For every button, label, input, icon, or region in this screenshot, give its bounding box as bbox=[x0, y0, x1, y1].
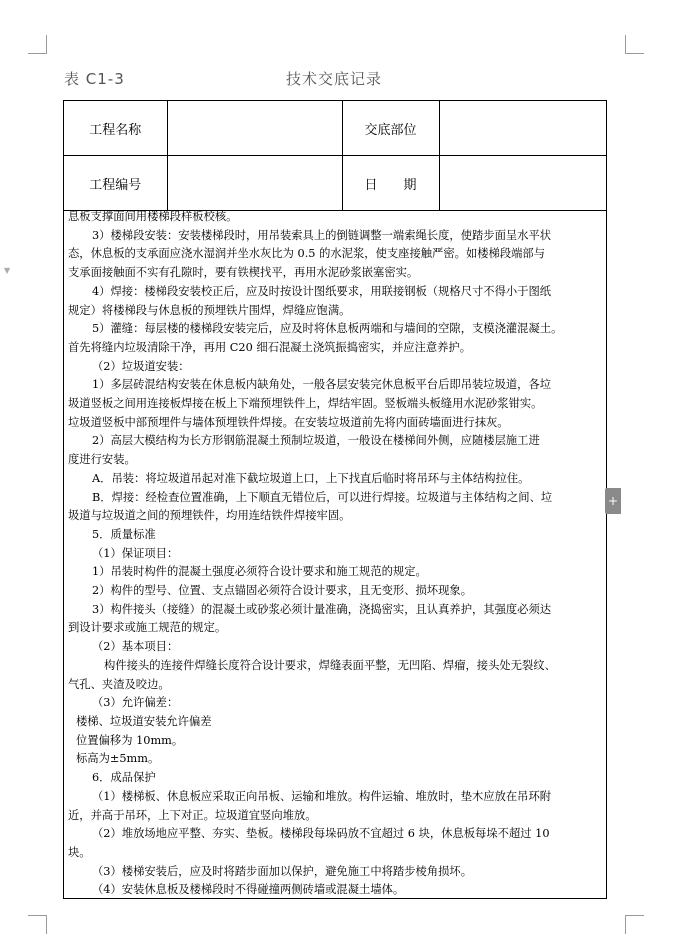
text-line: （1）楼梯板、休息板应采取正向吊板、运输和堆放。构件运输、堆放时，垫木应放在吊环附 bbox=[92, 789, 552, 803]
text-line: 块。 bbox=[68, 845, 91, 859]
project-info-table bbox=[64, 101, 606, 211]
location-field[interactable] bbox=[439, 101, 606, 156]
date-label: 日 期 bbox=[342, 156, 439, 211]
text-line: 规定）将楼梯段与休息板的预埋铁片围焊，焊缝应饱满。 bbox=[68, 303, 351, 317]
text-line: 垃圾道竖板中部预埋件与墙体预埋铁件焊接。在安装垃圾道前先将内面砖墙面进行抹灰。 bbox=[68, 415, 509, 429]
text-line: 圾道竖板之间用连接板焊接在板上下端预埋铁件上，焊结牢固。竖板端头板缝用水泥砂浆钳实。 bbox=[68, 397, 543, 411]
date-field[interactable] bbox=[439, 156, 606, 211]
expand-panel-button[interactable]: + bbox=[605, 488, 621, 514]
form-code: 表 C1-3 bbox=[64, 70, 125, 88]
crop-mark-top-right bbox=[625, 35, 644, 54]
text-line: （4）安装休息板及楼梯段时不得碰撞两侧砖墙或混凝土墙体。 bbox=[92, 883, 405, 897]
text-line: 5）灌缝：每层楼的楼梯段安装完后，应及时将休息板两端和与墙间的空隙，支模浇灌混凝土。 bbox=[92, 322, 563, 336]
text-line: 2）构件的型号、位置、支点锚固必须符合设计要求，且无变形、损坏现象。 bbox=[92, 584, 472, 598]
text-line: B．焊接：经检查位置准确，上下顺直无错位后，可以进行焊接。垃圾道与主体结构之间、垃 bbox=[92, 490, 553, 504]
text-line: （3）允许偏差： bbox=[92, 696, 179, 710]
document-title: 技术交底记录 bbox=[286, 70, 383, 88]
text-line: 1）多层砖混结构安装在休息板内缺角处，一般各层安装完休息板平台后即吊装垃圾道，各垃 bbox=[92, 378, 552, 392]
text-line: 2）高层大模结构为长方形钢筋混凝土预制垃圾道，一般设在楼梯间外侧，应随楼层施工进 bbox=[92, 434, 540, 448]
text-line: 4）焊接：楼梯段安装校正后，应及时按设计图纸要求，用联接钢板（规格尺寸不得小于图纸 bbox=[92, 284, 552, 298]
text-line: （2）堆放场地应平整、夯实、垫板。楼梯段每垛码放不宜超过 6 块，休息板每垛不超过 10 bbox=[92, 827, 550, 841]
location-label: 交底部位 bbox=[342, 101, 439, 156]
project-name-label: 工程名称 bbox=[64, 101, 167, 156]
text-line: 圾道与垃圾道之间的预埋铁件，均用连结铁件焊接牢固。 bbox=[68, 509, 351, 523]
text-line: （1）保证项目： bbox=[92, 546, 179, 560]
text-line: （2）垃圾道安装： bbox=[92, 359, 190, 373]
section-heading: 6．成品保护 bbox=[92, 771, 156, 785]
project-name-field[interactable] bbox=[167, 101, 342, 156]
project-no-label: 工程编号 bbox=[64, 156, 167, 211]
text-line: 近，并高于吊环，上下对正。垃圾道宜竖向堆放。 bbox=[68, 808, 317, 822]
text-line: 位置偏移为 10mm。 bbox=[76, 733, 184, 747]
text-line: 1）吊装时构件的混凝土强度必须符合设计要求和施工规范的规定。 bbox=[92, 565, 427, 579]
table-row bbox=[64, 156, 606, 211]
text-line: 3）构件接头（接缝）的混凝土或砂浆必须计量准确，浇捣密实，且认真养护，其强度必须达 bbox=[92, 602, 552, 616]
text-line: A．吊装：将垃圾道吊起对准下截垃圾道上口，上下找直后临时将吊环与主体结构拉住。 bbox=[92, 471, 530, 485]
text-line: 度进行安装。 bbox=[68, 453, 136, 467]
disclosure-content bbox=[68, 208, 602, 900]
record-sheet bbox=[63, 100, 607, 899]
text-line: 3）楼梯段安装：安装楼梯段时，用吊装索具上的倒链调整一端索绳长度，使踏步面呈水平状 bbox=[92, 228, 552, 242]
crop-mark-bottom-left bbox=[28, 915, 47, 934]
text-line: 支承面接触面不实有孔隙时，要有铁楔找平，再用水泥砂浆嵌塞密实。 bbox=[68, 266, 419, 280]
crop-mark-top-left bbox=[28, 35, 47, 54]
text-line: 首先将缝内垃圾清除干净，再用 C20 细石混凝土浇筑振捣密实，并应注意养护。 bbox=[68, 340, 472, 354]
text-line: 楼梯、垃圾道安装允许偏差 bbox=[76, 714, 212, 728]
text-line: 态，休息板的支承面应浇水湿润并坐水灰比为 0.5 的水泥浆，使支座接触严密。如楼梯段端部与 bbox=[68, 247, 546, 261]
table-row bbox=[64, 101, 606, 156]
project-no-field[interactable] bbox=[167, 156, 342, 211]
text-line: （3）楼梯安装后，应及时将踏步面加以保护，避免施工中将踏步棱角损坏。 bbox=[92, 864, 472, 878]
text-line: 标高为±5mm。 bbox=[76, 752, 160, 766]
section-heading: 5．质量标准 bbox=[92, 527, 156, 541]
crop-mark-bottom-right bbox=[625, 915, 644, 934]
text-line: （2）基本项目： bbox=[92, 640, 179, 654]
text-line: 息板支撑面间用楼梯段样板校核。 bbox=[68, 210, 238, 223]
text-line: 构件接头的连接件焊缝长度符合设计要求，焊缝表面平整，无凹陷、焊瘤，接头处无裂纹、 bbox=[104, 658, 556, 672]
text-line: 气孔、夹渣及咬边。 bbox=[68, 677, 170, 691]
margin-arrow-icon: ▼ bbox=[4, 266, 11, 275]
text-line: 到设计要求或施工规范的规定。 bbox=[68, 621, 227, 635]
document-header bbox=[64, 68, 604, 90]
